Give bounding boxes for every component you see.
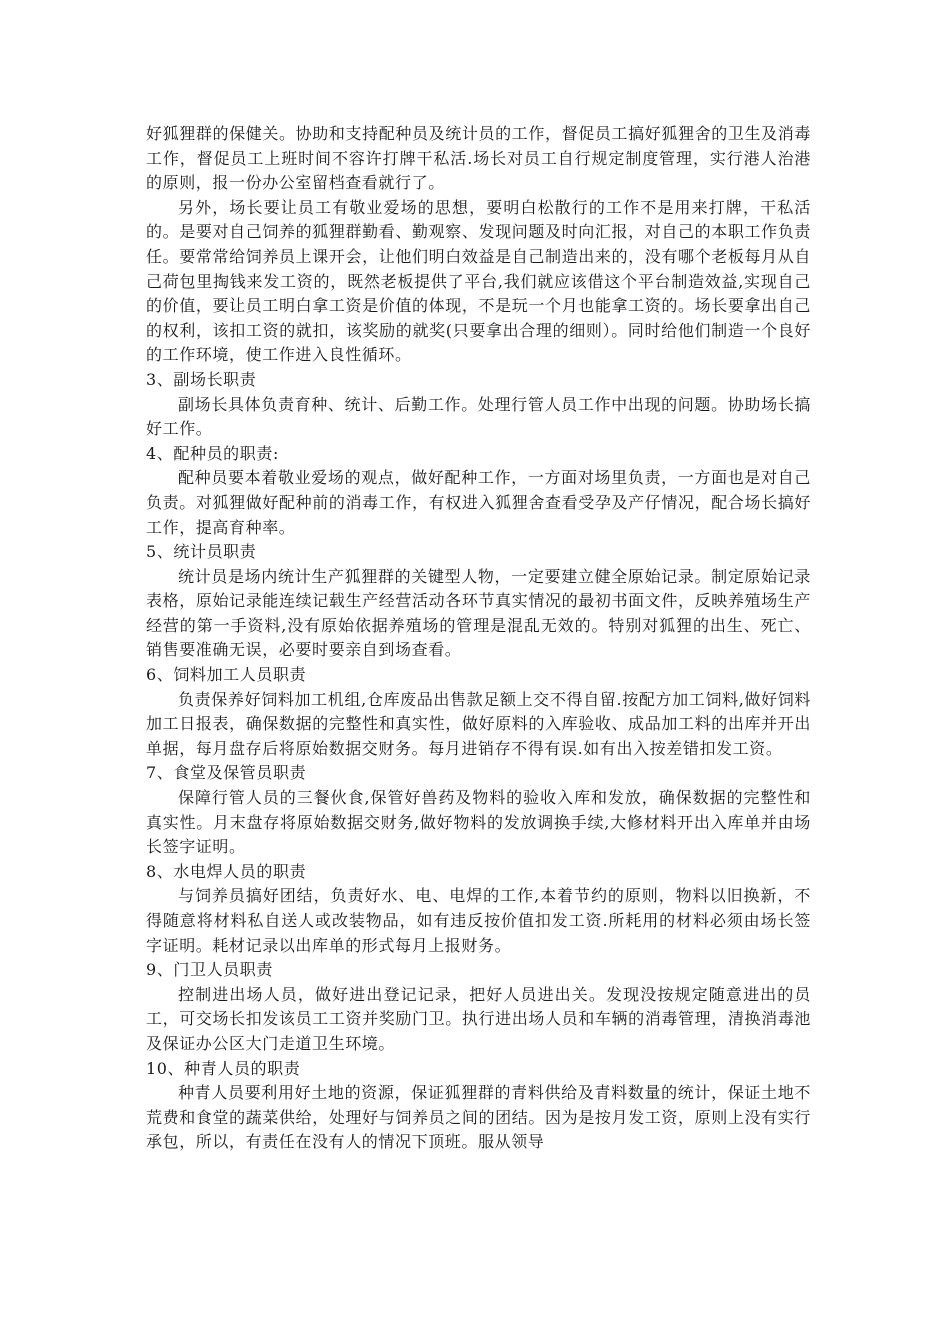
section-heading-canteen-keeper: 7、食堂及保管员职责 (146, 763, 307, 783)
paragraph-statistician: 统计员是场内统计生产狐狸群的关键型人物，一定要建立健全原始记录。制定原始记录表格，原始记录能连续记载生产经营活动各环节真实情况的最初书面文件，反映养殖场生产经营的第一手资料,没有原始依据养殖场的管理是混乱无效的。特别对狐狸的出生、死亡、销售要准确无误，必要时要亲自到场查看。 (146, 566, 811, 660)
section-heading-utilities: 8、水电焊人员的职责 (146, 861, 307, 881)
section-heading-deputy-manager: 3、副场长职责 (146, 369, 257, 389)
document-page (146, 122, 811, 1155)
paragraph-breeder: 配种员要本着敬业爱场的观点，做好配种工作，一方面对场里负责，一方面也是对自己负责。对狐狸做好配种前的消毒工作，有权进入狐狸舍查看受孕及产仔情况，配合场长搞好工作，提高育种率。 (146, 468, 811, 537)
section-heading-feed-processing: 6、饲料加工人员职责 (146, 665, 307, 685)
paragraph-canteen-keeper: 保障行管人员的三餐伙食,保管好兽药及物料的验收入库和发放，确保数据的完整性和真实性。月末盘存将原始数据交财务,做好物料的发放调换手续,大修材料开出入库单并由场长签字证明。 (146, 788, 811, 857)
section-heading-statistician: 5、统计员职责 (146, 542, 257, 562)
paragraph-utilities: 与饲养员搞好团结，负责好水、电、电焊的工作,本着节约的原则，物料以旧换新，不得随意将材料私自送人或改装物品，如有违反按价值扣发工资.所耗用的材料必须由场长签字证明。耗材记录以出库单的形式每月上报财务。 (146, 886, 811, 955)
paragraph-manager-duties: 另外，场长要让员工有敬业爱场的思想，要明白松散行的工作不是用来打牌，干私活的。是要对自己饲养的狐狸群勤看、勤观察、发现问题及时向汇报，对自己的本职工作负责任。要常常给饲养员上课开会，让他们明白效益是自己制造出来的，没有哪个老板每月从自己荷包里掏钱来发工资的，既然老板提供了平台,我们就应该借这个平台制造效益,实现自己的价值，要让员工明白拿工资是价值的体现，不是玩一个月也能拿工资的。场长要拿出自己的权利，该扣工资的就扣，该奖励的就奖(只要拿出合理的细则）。同时给他们制造一个良好的工作环境，使工作进入良性循环。 (146, 197, 811, 365)
paragraph-feed-processing: 负责保养好饲料加工机组,仓库废品出售款足额上交不得自留.按配方加工饲料,做好饲料加工日报表，确保数据的完整性和真实性，做好原料的入库验收、成品加工料的出库并开出单据，每月盘存后将原始数据交财务。每月进销存不得有误.如有出入按差错扣发工资。 (146, 689, 811, 758)
paragraph-green-feed: 种青人员要利用好土地的资源，保证狐狸群的青料供给及青料数量的统计，保证土地不荒费和食堂的蔬菜供给，处理好与饲养员之间的团结。因为是按月发工资，原则上没有实行承包，所以，有责任在没有人的情况下顶班。服从领导 (146, 1083, 811, 1152)
section-heading-breeder: 4、配种员的职责: (146, 443, 279, 463)
paragraph-fox-health: 好狐狸群的保健关。协助和支持配种员及统计员的工作，督促员工搞好狐狸舍的卫生及消毒工作，督促员工上班时间不容许打牌干私活.场长对员工自行规定制度管理，实行港人治港的原则，报一份办公室留档查看就行了。 (146, 124, 811, 193)
section-heading-gatekeeper: 9、门卫人员职责 (146, 960, 273, 980)
paragraph-gatekeeper: 控制进出场人员，做好进出登记记录，把好人员进出关。发现没按规定随意进出的员工，可交场长扣发该员工工资并奖励门卫。执行进出场人员和车辆的消毒管理，清换消毒池及保证办公区大门走道卫生环境。 (146, 984, 811, 1053)
paragraph-deputy-manager: 副场长具体负责育种、统计、后勤工作。处理行管人员工作中出现的问题。协助场长搞好工作。 (146, 394, 811, 439)
section-heading-green-feed: 10、种青人员的职责 (146, 1058, 301, 1078)
